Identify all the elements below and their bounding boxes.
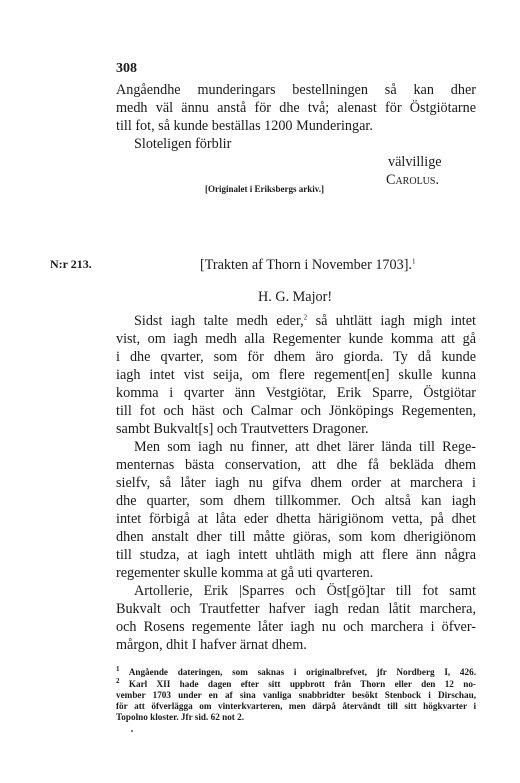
body-line-1-end: så uhtlätt iagh migh intet bbox=[307, 313, 476, 329]
prev-letter-line-1: Angåendhe munderingars bestellningen så kan dher bbox=[116, 82, 476, 98]
footnote-2-line-3: för att öfverlägga om vinterkvarteren, men därpå återvändt till sitt högkvarter i bbox=[116, 701, 476, 711]
salutation: H. G. Major! bbox=[258, 289, 333, 305]
prev-letter-line-2: medh väl ännu anstå för dhe två; alenast för Östgiötarne bbox=[116, 100, 476, 116]
letter-heading bbox=[200, 257, 415, 274]
body-line-8: Men som iagh nu finner, att dhet lärer lända till Rege- bbox=[134, 439, 476, 455]
body-line-2: vist, om iagh medh alla Regementer kunde komma att gå bbox=[116, 331, 476, 347]
body-line-7: sambt Bukvalt[s] och Trautvetters Dragoner. bbox=[116, 421, 369, 437]
footnote-1-text: Angående dateringen, som saknas i originalbrefvet, jfr Nordberg I, 426. bbox=[128, 667, 476, 677]
footnote-2-line-1 bbox=[116, 676, 476, 690]
body-line-13: dhen anstalt dher till måtte giöras, som kom dherigiönom bbox=[116, 529, 476, 545]
page-number: 308 bbox=[116, 61, 137, 76]
body-line-5: komma i qvarter änn Vestgiötar, Erik Sparre, Östgiötar bbox=[116, 385, 476, 401]
body-line-16: Artollerie, Erik |Sparres och Öst[gö]tar till fot samt bbox=[134, 583, 476, 599]
prev-letter-signature: Carolus. bbox=[386, 172, 440, 188]
body-line-11: dhe quarter, som dhem tillkommer. Och altså kan iagh bbox=[116, 493, 476, 509]
footnote-2-mark: 2 bbox=[116, 676, 120, 685]
body-line-10: sielfv, så låter iagh nu gifva dhem order at marchera i bbox=[116, 475, 476, 491]
footnote-ref-1: 1 bbox=[411, 257, 416, 266]
body-line-15: regementer skulle komma at gå uti qvarteren. bbox=[116, 565, 374, 581]
body-line-6: till fot och häst och Calmar och Jönköpings Regementen, bbox=[116, 403, 476, 419]
body-line-1 bbox=[134, 312, 476, 330]
body-line-12: intet förbigå at låta eder dhetta härigiönom vetta, på dhet bbox=[116, 511, 476, 527]
footnote-2-text-1: Karl XII hade dagen efter sitt uppbrott från Thorn eller den 12 no- bbox=[128, 679, 476, 689]
source-note: [Originalet i Eriksbergs arkiv.] bbox=[205, 184, 324, 194]
body-line-18: och Rosens regemente låter iagh nu och marchera i öfver- bbox=[116, 619, 476, 635]
body-line-19: mårgon, dhit I hafver ärnat dhem. bbox=[116, 637, 307, 653]
prev-letter-valediction: välvillige bbox=[388, 154, 442, 170]
letter-number: N:r 213. bbox=[50, 257, 92, 271]
footnote-2-line-4: Topolno kloster. Jfr sid. 62 not 2. bbox=[116, 712, 245, 722]
footnote-1-mark: 1 bbox=[116, 664, 120, 673]
footnote-1 bbox=[116, 664, 476, 678]
footnote-ref-2: 2 bbox=[303, 313, 308, 322]
body-line-17: Bukvalt och Trautfetter hafver iagh redan låtit marchera, bbox=[116, 601, 476, 617]
body-line-9: menternas bästa conservation, att dhe få bekläda dhem bbox=[116, 457, 476, 473]
stray-mark bbox=[131, 730, 133, 732]
body-line-3: i dhe qvarter, som för dhem äro giorda. Ty då kunde bbox=[116, 349, 476, 365]
prev-letter-line-3: till fot, så kunde beställas 1200 Munderingar. bbox=[116, 118, 373, 134]
footnote-2-line-2: vember 1703 under en af sina vanliga snabbridter besökt Stenbock i Dirschau, bbox=[116, 690, 476, 700]
prev-letter-closing: Sloteligen förblir bbox=[134, 136, 232, 152]
body-line-1-start: Sidst iagh talte medh eder, bbox=[134, 313, 304, 329]
body-line-14: till studza, at iagh intett uhtläth migh att flere änn några bbox=[116, 547, 476, 563]
body-line-4: iagh intet vist seija, om flere regement[en] skulle kunna bbox=[116, 367, 476, 383]
letter-heading-text: [Trakten af Thorn i November 1703]. bbox=[200, 257, 412, 273]
